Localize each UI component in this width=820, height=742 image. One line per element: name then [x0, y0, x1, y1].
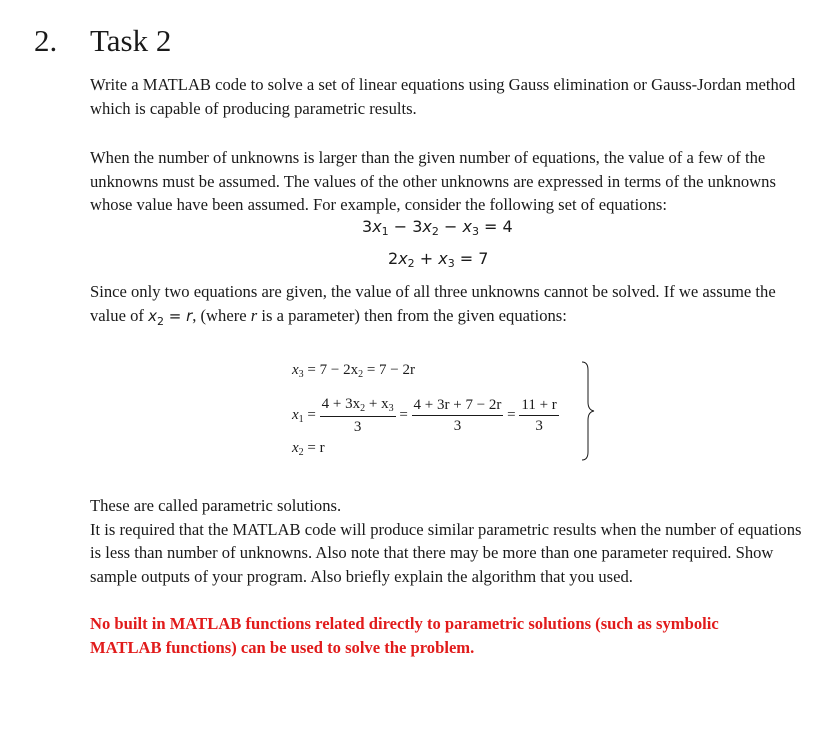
since-paragraph: Since only two equations are given, the value of all three unknowns cannot be solved. If we assume the value of $x_2 = r$, (where r is a parameter) then from the given equations: — [90, 282, 776, 328]
equation-1-rhs: = 4 — [484, 217, 513, 236]
section-title: Task 2 — [90, 23, 172, 58]
fraction-3: $\frac{11 + r}{3}$ — [521, 397, 557, 434]
equation-1: $3x_1 - 3x_2 - x_3 = 4$ — [362, 217, 513, 238]
solution-x3: $x_3 = 7 - 2x_2 = 7 - 2r$ — [292, 362, 416, 380]
solution-x1: $x_1$ = $\frac{4 + 3x_2 + x_3}{3}$ = $\frac{4 + 3r + 7 - 2r}{3}$ = $\frac{11 + r}{3}$ — [292, 396, 557, 435]
intro-paragraph — [90, 73, 802, 120]
section-heading — [34, 22, 171, 60]
since-text-1: Since only two equations are given, the value of all three unknowns cannot be solved. If we assume the value of — [90, 282, 776, 325]
closing-line-2: It is required that the MATLAB code will produce similar parametric results when the number of equations is less than number of unknowns. Also note that there may be more than one parameter required. Show sample outputs of your program. Also briefly explain the algorithm that you used. — [90, 519, 802, 586]
solution-x2: $x_2 = r$ — [292, 440, 325, 458]
fraction-2: $\frac{4 + 3r + 7 - 2r}{3}$ — [413, 397, 502, 434]
warning-text: No built in MATLAB functions related directly to parametric solutions (such as symbolic MATLAB functions) can be used to solve the problem. — [90, 614, 719, 657]
explanation-paragraph — [90, 146, 802, 217]
closing-line-1: These are called parametric solutions. — [90, 496, 342, 515]
since-text-3: is a parameter) then from the given equations: — [261, 305, 567, 325]
fraction-1: $\frac{4 + 3x_2 + x_3}{3}$ — [321, 396, 394, 435]
right-brace — [578, 360, 598, 462]
equation-2: $2x_2 + x_3 = 7$ — [388, 249, 489, 270]
equation-2-rhs: = 7 — [459, 249, 489, 268]
explanation-text: When the number of unknowns is larger than the given number of equations, the value of a few of the unknowns must be assumed. The values of the other unknowns are expressed in terms of the unknowns whose value have been assumed. For example, consider the following set of equations: — [90, 148, 776, 214]
since-text-2: , (where — [192, 305, 247, 325]
intro-text: Write a MATLAB code to solve a set of linear equations using Gauss elimination or Gauss-Jordan method which is capable of producing parametric results. — [90, 75, 796, 118]
closing-paragraph — [90, 494, 802, 588]
section-number: 2. — [34, 23, 58, 58]
warning-note — [90, 612, 790, 659]
